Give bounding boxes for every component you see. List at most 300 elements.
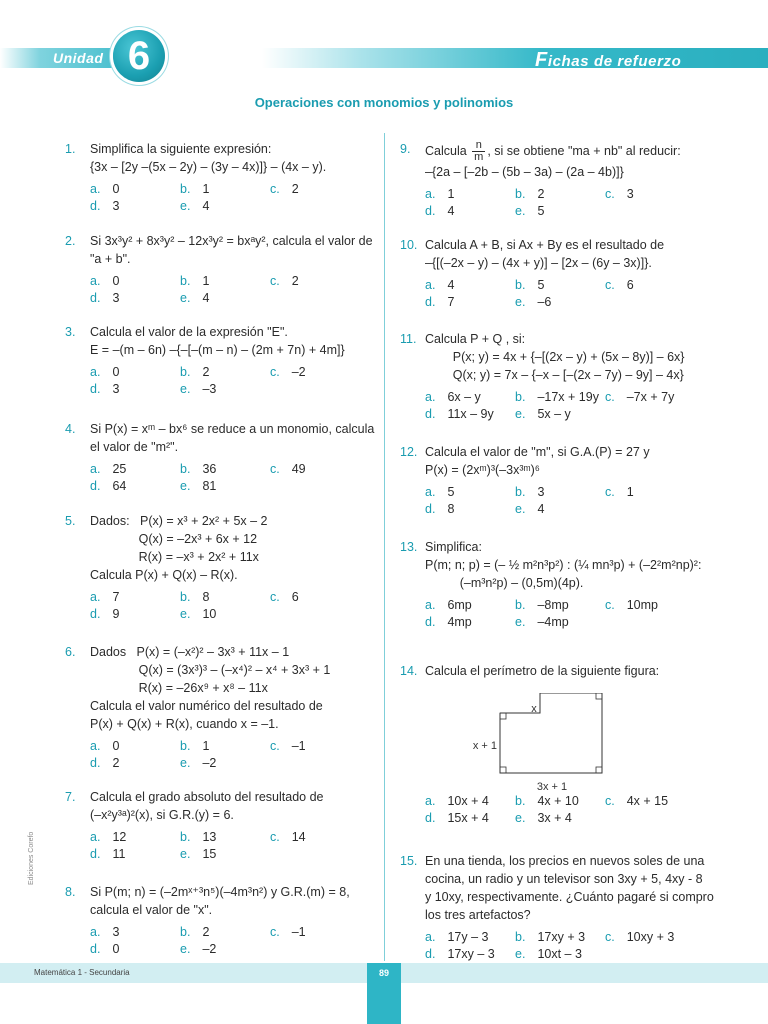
option-value: 0 — [112, 182, 120, 196]
answer-option[interactable] — [605, 792, 668, 810]
answer-option[interactable] — [90, 363, 119, 381]
statement-line: E = –(m – 6n) –{–[–(m – n) – (2m + 7n) + 4m]} — [90, 343, 345, 357]
problem-statement — [90, 883, 375, 919]
statement-line: (–x²y³ᵃ)²(x), si G.R.(y) = 6. — [90, 808, 234, 822]
option-letter: d. — [425, 295, 436, 309]
answer-option[interactable] — [270, 588, 299, 606]
answer-option[interactable] — [180, 180, 209, 198]
answer-option[interactable] — [270, 272, 299, 290]
option-value: –17x + 19y — [537, 390, 599, 404]
option-value: 4 — [537, 502, 545, 516]
problem-number: 12. — [400, 445, 418, 459]
option-letter: e. — [515, 811, 526, 825]
option-letter: d. — [90, 756, 101, 770]
option-value: 6 — [291, 590, 299, 604]
statement-line: "a + b". — [90, 252, 131, 266]
option-letter: b. — [180, 590, 191, 604]
answer-option[interactable] — [180, 605, 216, 623]
answer-option[interactable] — [180, 477, 216, 495]
answer-options — [90, 363, 375, 399]
figure-left-label: x + 1 — [472, 740, 497, 752]
option-value: 2 — [112, 756, 120, 770]
option-value: 10mp — [626, 598, 659, 612]
option-value: 4 — [447, 204, 455, 218]
option-value: 8 — [202, 590, 210, 604]
statement-line: Calcula el valor de la expresión "E". — [90, 325, 288, 339]
statement-line: el valor de "m²". — [90, 440, 179, 454]
option-value: –6 — [537, 295, 552, 309]
problem-statement — [90, 140, 375, 176]
option-value: 13 — [202, 830, 217, 844]
option-letter: c. — [270, 365, 280, 379]
option-letter: e. — [515, 407, 526, 421]
answer-options — [425, 792, 710, 828]
answer-option[interactable] — [515, 596, 569, 614]
option-value: 3 — [112, 925, 120, 939]
statement-line: –{[(–2x – y) – (4x + y)] – [2x – (6y – 3x)]}. — [425, 256, 652, 270]
option-value: –7x + 7y — [626, 390, 675, 404]
problem-right-5 — [400, 538, 710, 632]
answer-option[interactable] — [605, 928, 674, 946]
option-value: 49 — [291, 462, 306, 476]
option-letter: b. — [515, 794, 526, 808]
problem-statement — [90, 788, 375, 824]
option-value: 5x – y — [537, 407, 571, 421]
option-value: 1 — [202, 739, 210, 753]
answer-option[interactable] — [515, 276, 544, 294]
option-letter: d. — [425, 811, 436, 825]
option-value: 1 — [202, 182, 210, 196]
option-value: 5 — [537, 278, 545, 292]
option-value: 0 — [112, 942, 120, 956]
option-value: 3 — [112, 382, 120, 396]
option-letter: d. — [425, 204, 436, 218]
option-letter: d. — [90, 291, 101, 305]
problem-statement — [425, 236, 710, 272]
answer-options — [425, 483, 710, 519]
problem-right-7 — [400, 852, 714, 964]
answer-option[interactable] — [515, 500, 544, 518]
answer-options — [90, 737, 375, 773]
statement-line: Calcula el perímetro de la siguiente figura: — [425, 664, 660, 678]
answer-option[interactable] — [90, 845, 125, 863]
statement-line: Calcula P + Q , si: — [425, 332, 526, 346]
option-letter: a. — [425, 930, 436, 944]
answer-option[interactable] — [180, 363, 209, 381]
answer-option[interactable] — [180, 380, 216, 398]
option-letter: a. — [90, 365, 101, 379]
answer-option[interactable] — [270, 923, 306, 941]
statement-line: Simplifica la siguiente expresión: — [90, 142, 272, 156]
statement-line: Dados: P(x) = x³ + 2x² + 5x – 2 — [90, 514, 268, 528]
option-value: 2 — [291, 274, 299, 288]
answer-option[interactable] — [515, 809, 572, 827]
answer-option[interactable] — [425, 792, 489, 810]
problem-number: 15. — [400, 854, 418, 868]
problem-right-4 — [400, 443, 710, 519]
problem-statement — [425, 538, 710, 592]
option-letter: c. — [270, 925, 280, 939]
answer-option[interactable] — [605, 185, 634, 203]
option-letter: c. — [605, 598, 615, 612]
answer-option[interactable] — [515, 293, 551, 311]
option-value: 11 — [112, 847, 126, 861]
problem-statement — [90, 512, 375, 584]
answer-option[interactable] — [425, 185, 454, 203]
problem-left-3 — [65, 323, 375, 399]
option-letter: c. — [605, 187, 615, 201]
option-letter: b. — [515, 930, 526, 944]
option-letter: a. — [425, 794, 436, 808]
option-value: –1 — [291, 925, 306, 939]
answer-option[interactable] — [425, 945, 495, 963]
option-letter: e. — [180, 291, 191, 305]
answer-option[interactable] — [425, 596, 472, 614]
option-letter: e. — [180, 847, 191, 861]
option-value: 12 — [112, 830, 127, 844]
answer-option[interactable] — [90, 460, 126, 478]
answer-option[interactable] — [90, 180, 119, 198]
section-title: Fichas de refuerzo — [535, 49, 682, 71]
answer-option[interactable] — [90, 923, 119, 941]
problem-number: 13. — [400, 540, 418, 554]
option-letter: d. — [425, 615, 436, 629]
answer-option[interactable] — [425, 293, 454, 311]
answer-option[interactable] — [425, 928, 488, 946]
answer-option[interactable] — [180, 289, 209, 307]
answer-option[interactable] — [90, 289, 119, 307]
option-value: –2 — [202, 942, 217, 956]
answer-option[interactable] — [180, 754, 216, 772]
option-letter: c. — [270, 182, 280, 196]
statement-line: Q(x) = (3x³)³ – (–x⁴)² – x⁴ + 3x³ + 1 — [90, 663, 331, 677]
answer-option[interactable] — [180, 588, 209, 606]
option-value: 10x + 4 — [447, 794, 489, 808]
statement-line: Calcula $\frac{n}{m}$ , si se obtiene "ma + nb" al reducir: — [425, 139, 681, 163]
problem-statement — [425, 443, 710, 479]
answer-option[interactable] — [425, 405, 494, 423]
publisher-side-text: Ediciones Corefo — [28, 831, 35, 885]
option-letter: c. — [605, 485, 615, 499]
option-value: 4 — [202, 291, 210, 305]
option-value: 64 — [112, 479, 127, 493]
option-letter: e. — [180, 942, 191, 956]
option-value: 15x + 4 — [447, 811, 489, 825]
option-value: 2 — [537, 187, 545, 201]
option-letter: d. — [90, 607, 101, 621]
problem-number: 9. — [400, 142, 411, 156]
statement-line: Calcula el grado absoluto del resultado de — [90, 790, 324, 804]
option-letter: b. — [180, 739, 191, 753]
option-letter: d. — [90, 382, 101, 396]
answer-option[interactable] — [180, 197, 209, 215]
option-letter: e. — [515, 204, 526, 218]
option-letter: d. — [425, 407, 436, 421]
statement-line: los tres artefactos? — [425, 908, 531, 922]
option-letter: a. — [90, 462, 101, 476]
answer-option[interactable] — [425, 500, 454, 518]
problem-number: 4. — [65, 422, 76, 436]
answer-option[interactable] — [425, 809, 489, 827]
answer-option[interactable] — [425, 613, 472, 631]
option-letter: b. — [515, 485, 526, 499]
problem-statement — [425, 140, 710, 181]
answer-option[interactable] — [270, 180, 299, 198]
option-value: 11x – 9y — [447, 407, 494, 421]
answer-option[interactable] — [180, 460, 216, 478]
option-value: 9 — [112, 607, 120, 621]
statement-line: {3x – [2y –(5x – 2y) – (3y – 4x)]} – (4x – y). — [90, 160, 327, 174]
statement-line: P(x) + Q(x) + R(x), cuando x = –1. — [90, 717, 279, 731]
problem-right-2 — [400, 236, 710, 312]
answer-option[interactable] — [515, 792, 579, 810]
option-letter: b. — [180, 182, 191, 196]
answer-options — [425, 388, 710, 424]
answer-option[interactable] — [90, 197, 119, 215]
option-value: 1 — [447, 187, 455, 201]
answer-option[interactable] — [425, 202, 454, 220]
statement-line: Dados P(x) = (–x²)² – 3x³ + 11x – 1 — [90, 645, 290, 659]
answer-options — [90, 828, 375, 864]
answer-option[interactable] — [515, 928, 585, 946]
option-letter: a. — [425, 278, 436, 292]
answer-option[interactable] — [90, 380, 119, 398]
answer-option[interactable] — [180, 272, 209, 290]
answer-option[interactable] — [90, 754, 119, 772]
problem-left-1 — [65, 140, 375, 216]
option-letter: c. — [270, 462, 280, 476]
problem-number: 3. — [65, 325, 76, 339]
answer-option[interactable] — [90, 737, 119, 755]
answer-option[interactable] — [605, 276, 634, 294]
answer-option[interactable] — [90, 940, 119, 958]
option-letter: a. — [90, 830, 101, 844]
option-value: 10xt – 3 — [537, 947, 582, 961]
option-letter: a. — [90, 182, 101, 196]
option-letter: e. — [515, 295, 526, 309]
answer-option[interactable] — [180, 845, 216, 863]
option-value: 7 — [447, 295, 455, 309]
problem-statement — [90, 420, 375, 456]
option-value: 3 — [537, 485, 545, 499]
answer-option[interactable] — [180, 940, 216, 958]
unit-label: Unidad — [53, 50, 104, 66]
answer-options — [90, 460, 375, 496]
answer-options — [425, 596, 710, 632]
problem-left-8 — [65, 883, 375, 959]
problem-statement — [90, 232, 375, 268]
option-letter: e. — [515, 502, 526, 516]
option-value: 15 — [202, 847, 217, 861]
answer-option[interactable] — [270, 460, 306, 478]
answer-options — [90, 588, 375, 624]
problem-statement — [90, 643, 375, 733]
option-value: 7 — [112, 590, 120, 604]
statement-line: Si P(m; n) = (–2mˣ⁺³n⁵)(–4m³n²) y G.R.(m) = 8, — [90, 885, 350, 899]
statement-line: Calcula el valor numérico del resultado de — [90, 699, 323, 713]
option-letter: a. — [90, 274, 101, 288]
option-value: –2 — [291, 365, 306, 379]
option-value: 17y – 3 — [447, 930, 489, 944]
problem-number: 6. — [65, 645, 76, 659]
option-letter: e. — [180, 199, 191, 213]
problem-statement — [90, 323, 375, 359]
option-value: 3 — [112, 199, 120, 213]
option-value: 10 — [202, 607, 217, 621]
statement-line: y 10xy, respectivamente. ¿Cuánto pagaré si compro — [425, 890, 714, 904]
option-letter: b. — [180, 365, 191, 379]
problem-number: 2. — [65, 234, 76, 248]
page-title: Operaciones con monomios y polinomios — [254, 95, 514, 110]
answer-option[interactable] — [90, 605, 119, 623]
option-letter: c. — [605, 390, 615, 404]
header-bar-right — [262, 48, 768, 68]
statement-line: –{2a – [–2b – (5b – 3a) – (2a – 4b)]} — [425, 165, 624, 179]
option-letter: d. — [90, 479, 101, 493]
problem-right-3 — [400, 330, 710, 424]
answer-option[interactable] — [515, 483, 544, 501]
answer-option[interactable] — [515, 613, 569, 631]
statement-line: Si P(x) = xᵐ – bx⁶ se reduce a un monomio, calcula — [90, 422, 375, 436]
answer-options — [90, 180, 375, 216]
statement-line: Si 3x³y² + 8x³y² – 12x³y² = bxᵃy², calcula el valor de — [90, 234, 373, 248]
option-value: 4x + 10 — [537, 794, 579, 808]
problem-left-2 — [65, 232, 375, 308]
option-letter: d. — [425, 947, 436, 961]
problem-number: 11. — [400, 332, 417, 346]
answer-option[interactable] — [90, 272, 119, 290]
option-value: –1 — [291, 739, 306, 753]
option-value: 8 — [447, 502, 455, 516]
answer-option[interactable] — [605, 483, 634, 501]
option-value: 3x + 4 — [537, 811, 572, 825]
statement-line: P(x) = (2xᵐ)³(–3x³ᵐ)⁶ — [425, 463, 540, 477]
answer-option[interactable] — [180, 923, 209, 941]
option-letter: a. — [90, 925, 101, 939]
statement-line: P(m; n; p) = (– ½ m²n³p²) : (¼ mn³p) + (–2²m²np)²: — [425, 558, 702, 572]
answer-option[interactable] — [425, 483, 454, 501]
answer-option[interactable] — [90, 477, 126, 495]
answer-option[interactable] — [270, 737, 306, 755]
option-value: 0 — [112, 739, 120, 753]
option-letter: b. — [515, 187, 526, 201]
answer-option[interactable] — [515, 388, 599, 406]
statement-line: Calcula P(x) + Q(x) – R(x). — [90, 568, 238, 582]
statement-line: calcula el valor de "x". — [90, 903, 213, 917]
problem-statement — [425, 330, 710, 384]
answer-option[interactable] — [425, 388, 481, 406]
option-value: 36 — [202, 462, 217, 476]
statement-line: Calcula A + B, si Ax + By es el resultado de — [425, 238, 665, 252]
statement-line: R(x) = –x³ + 2x² + 11x — [90, 550, 259, 564]
problem-number: 10. — [400, 238, 418, 252]
option-value: 2 — [202, 365, 210, 379]
perimeter-figure — [470, 693, 610, 793]
statement-line: En una tienda, los precios en nuevos soles de una — [425, 854, 705, 868]
option-value: –3 — [202, 382, 217, 396]
problem-left-7 — [65, 788, 375, 864]
option-letter: c. — [270, 590, 280, 604]
answer-option[interactable] — [270, 828, 306, 846]
answer-options — [90, 272, 375, 308]
footer-course: Matemática 1 - Secundaria — [34, 968, 130, 977]
option-value: 1 — [626, 485, 634, 499]
option-letter: a. — [90, 739, 101, 753]
answer-option[interactable] — [605, 596, 658, 614]
answer-option[interactable] — [425, 276, 454, 294]
answer-option[interactable] — [180, 737, 209, 755]
option-value: 17xy + 3 — [537, 930, 586, 944]
option-letter: e. — [180, 382, 191, 396]
option-letter: a. — [90, 590, 101, 604]
answer-options — [425, 928, 710, 964]
statement-line: R(x) = –26x⁹ + x⁸ – 11x — [90, 681, 268, 695]
option-letter: e. — [180, 479, 191, 493]
option-letter: c. — [605, 930, 615, 944]
answer-option[interactable] — [270, 363, 306, 381]
option-value: 0 — [112, 274, 120, 288]
statement-line: Q(x; y) = 7x – {–x – [–(2x – 7y) – 9y] – 4x} — [425, 368, 684, 382]
answer-option[interactable] — [605, 388, 674, 406]
option-value: 2 — [202, 925, 210, 939]
answer-option[interactable] — [515, 185, 544, 203]
option-letter: a. — [425, 187, 436, 201]
option-letter: d. — [90, 942, 101, 956]
option-letter: b. — [515, 278, 526, 292]
option-letter: b. — [180, 925, 191, 939]
option-value: 25 — [112, 462, 127, 476]
option-value: 4 — [447, 278, 455, 292]
option-value: 1 — [202, 274, 210, 288]
option-value: 0 — [112, 365, 120, 379]
problem-right-1 — [400, 140, 710, 221]
answer-option[interactable] — [90, 588, 119, 606]
option-value: –8mp — [537, 598, 569, 612]
problem-left-6 — [65, 643, 375, 773]
answer-option[interactable] — [90, 828, 126, 846]
option-letter: d. — [90, 199, 101, 213]
problem-statement — [425, 852, 714, 924]
option-letter: b. — [515, 598, 526, 612]
option-letter: e. — [515, 615, 526, 629]
option-value: 4x + 15 — [626, 794, 669, 808]
option-value: 17xy – 3 — [447, 947, 495, 961]
option-value: –4mp — [537, 615, 569, 629]
answer-option[interactable] — [515, 945, 582, 963]
option-value: 6mp — [447, 598, 472, 612]
answer-option[interactable] — [515, 405, 571, 423]
answer-option[interactable] — [515, 202, 544, 220]
option-letter: d. — [425, 502, 436, 516]
statement-line: Calcula el valor de "m", si G.A.(P) = 27 y — [425, 445, 650, 459]
option-letter: c. — [605, 278, 615, 292]
option-value: 14 — [291, 830, 306, 844]
column-divider — [384, 133, 385, 961]
problem-left-5 — [65, 512, 375, 624]
option-letter: a. — [425, 598, 436, 612]
option-value: 5 — [447, 485, 455, 499]
option-letter: a. — [425, 485, 436, 499]
option-value: 81 — [202, 479, 217, 493]
option-letter: b. — [180, 830, 191, 844]
problem-number: 14. — [400, 664, 418, 678]
answer-option[interactable] — [180, 828, 216, 846]
answer-options — [425, 185, 710, 221]
option-value: 3 — [112, 291, 120, 305]
statement-line: Simplifica: — [425, 540, 482, 554]
option-letter: d. — [90, 847, 101, 861]
option-letter: e. — [515, 947, 526, 961]
